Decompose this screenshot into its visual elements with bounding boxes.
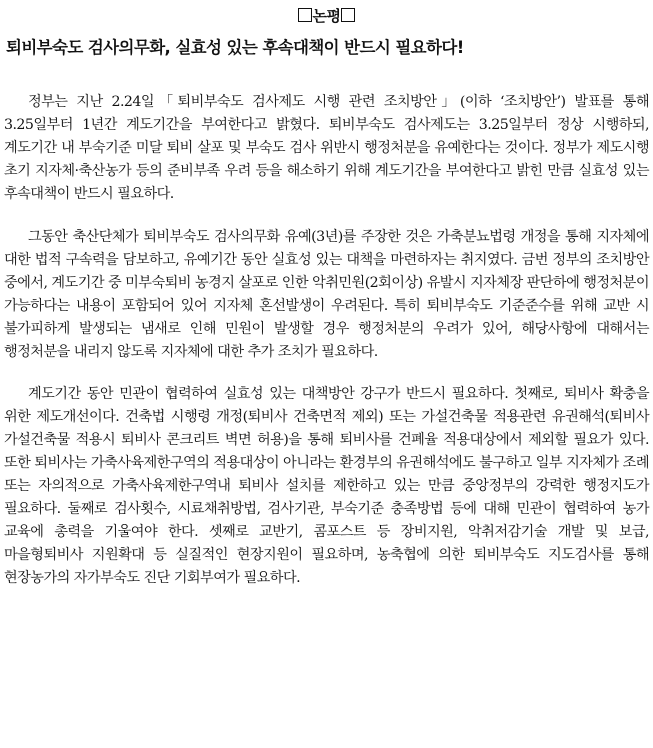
box-bracket-left bbox=[298, 8, 312, 22]
paragraph-2: 그동안 축산단체가 퇴비부숙도 검사의무화 유예(3년)를 주장한 것은 가축분뇨법령 개정을 통해 지자체에 대한 법적 구속력을 담보하고, 유예기간 동안 실효성 있는 대책을 마련하자는 취지였다. 금번 정부의 조치방안 중에서, 계도기간 중 미부숙퇴비 농경지 살포로 인한 악취민원(2회이상) 유발시 지자체장 판단하에 행정처분이 가능하다는 내용이 포함되어 있어 지자체 혼선발생이 우려된다. 특히 퇴비부숙도 기준준수를 위해 교반 시 불가피하게 발생되는 냄새로 인해 민원이 발생할 경우 행정처분의 우려가 있어, 해당사항에 대해서는 행정처분을 내리지 않도록 지자체에 대한 추가 조치가 필요하다. bbox=[4, 229, 649, 360]
paragraph-1: 정부는 지난 2.24일「퇴비부숙도 검사제도 시행 관련 조치방안」(이하 ‘조치방안’) 발표를 통해 3.25일부터 1년간 계도기간을 부여한다고 밝혔다. 퇴비부숙도 검사제도는 3.25일부터 정상 시행하되, 계도기간 내 부숙기준 미달 퇴비 살포 및 부숙도 검사 위반시 행정처분을 유예한다는 것이다. 정부가 제도시행 초기 지자체·축산농가 등의 준비부족 우려 등을 해소하기 위해 계도기간을 부여한다고 밝힌 만큼 실효성 있는 후속대책이 반드시 필요하다. bbox=[4, 94, 649, 202]
editorial-header bbox=[4, 2, 649, 28]
box-bracket-right bbox=[341, 8, 355, 22]
paragraph-3: 계도기간 동안 민관이 협력하여 실효성 있는 대책방안 강구가 반드시 필요하다. 첫째로, 퇴비사 확충을 위한 제도개선이다. 건축법 시행령 개정(퇴비사 건축면적 제외) 또는 가설건축물 적용관련 유권해석(퇴비사 가설건축물 적용시 퇴비사 콘크리트 벽면 허용)을 통해 퇴비사를 건폐율 적용대상에서 제외할 필요가 있다. 또한 퇴비사는 가축사육제한구역의 적용대상이 아니라는 환경부의 유권해석에도 불구하고 일부 지자체가 조례 또는 자의적으로 가축사육제한구역내 퇴비사 설치를 제한하고 있는 만큼 중앙정부의 강력한 행정지도가 필요하다. 둘째로 검사횟수, 시료채취방법, 검사기관, 부숙기준 충족방법 등에 대해 민관이 협력하여 농가 교육에 총력을 기울여야 한다. 셋째로 교반기, 콤포스트 등 장비지원, 악취저감기술 개발 및 보급, 마을형퇴비사 지원확대 등 실질적인 현장지원이 필요하며, 농축협에 의한 퇴비부숙도 지도검사를 통해 현장농가의 자가부숙도 진단 기회부여가 필요하다. bbox=[4, 386, 649, 586]
editorial-label: 논평 bbox=[312, 6, 341, 25]
document-title: 퇴비부숙도 검사의무화, 실효성 있는 후속대책이 반드시 필요하다! bbox=[6, 38, 464, 57]
